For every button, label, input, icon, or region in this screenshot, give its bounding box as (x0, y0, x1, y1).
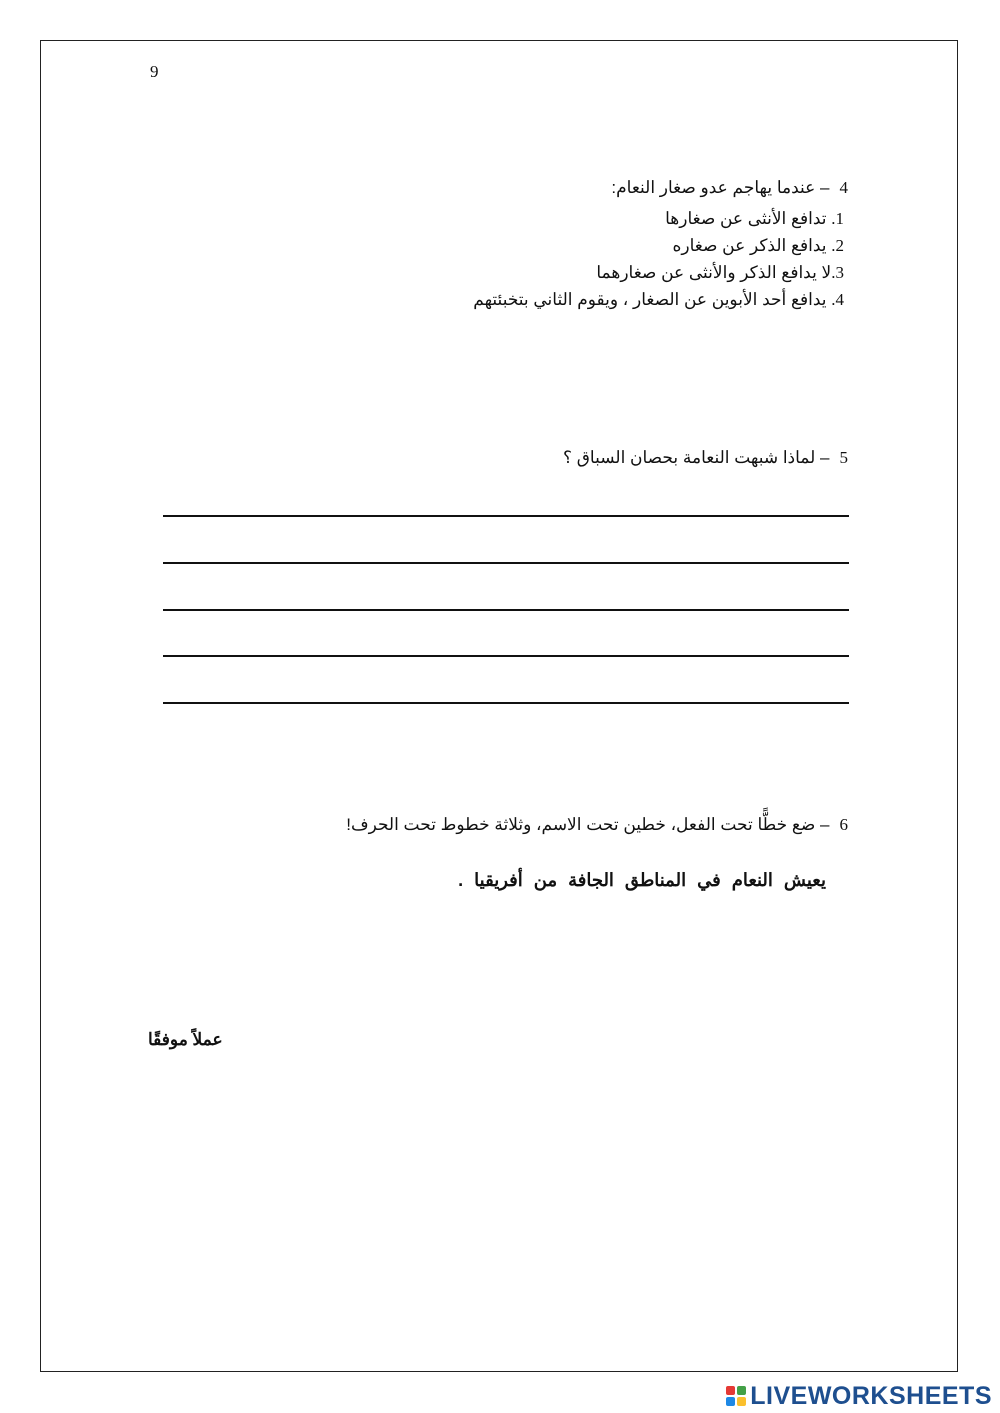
option-4[interactable]: 4. يدافع أحد الأبوين عن الصغار ، ويقوم الثاني بتخبئتهم (473, 290, 844, 309)
option-2[interactable]: 2. يدافع الذكر عن صغاره (672, 236, 844, 255)
option-1[interactable]: 1. تدافع الأنثى عن صغارها (665, 209, 844, 228)
logo-square (737, 1386, 746, 1395)
logo-square (737, 1397, 746, 1406)
answer-line[interactable] (163, 562, 849, 564)
question-6-text: – ضع خطًّا تحت الفعل، خطين تحت الاسم، وثلاثة خطوط تحت الحرف! (346, 815, 830, 834)
question-4-number: 4 (839, 178, 848, 197)
question-6-sentence: يعيش النعام في المناطق الجافة من أفريقيا . (458, 870, 826, 890)
question-4-text: – عندما يهاجم عدو صغار النعام: (611, 178, 830, 197)
question-6-prompt (346, 815, 848, 835)
answer-line[interactable] (163, 702, 849, 704)
liveworksheets-brand[interactable] (726, 1383, 992, 1409)
closing-text: عملاً موفقًا (148, 1030, 223, 1049)
page-number: 9 (150, 62, 159, 81)
brand-name: LIVEWORKSHEETS (750, 1381, 992, 1410)
question-5-number: 5 (839, 448, 848, 467)
liveworksheets-logo-icon (726, 1386, 746, 1406)
question-4-prompt (611, 178, 848, 198)
question-5-text: – لماذا شبهت النعامة بحصان السباق ؟ (562, 448, 830, 467)
answer-line[interactable] (163, 655, 849, 657)
answer-line[interactable] (163, 609, 849, 611)
question-5-prompt (563, 448, 848, 468)
logo-square (726, 1386, 735, 1395)
option-3[interactable]: 3.لا يدافع الذكر والأنثى عن صغارهما (596, 263, 844, 282)
answer-line[interactable] (163, 515, 849, 517)
question-4-options (473, 205, 844, 313)
logo-square (726, 1397, 735, 1406)
question-6-number: 6 (839, 815, 848, 834)
